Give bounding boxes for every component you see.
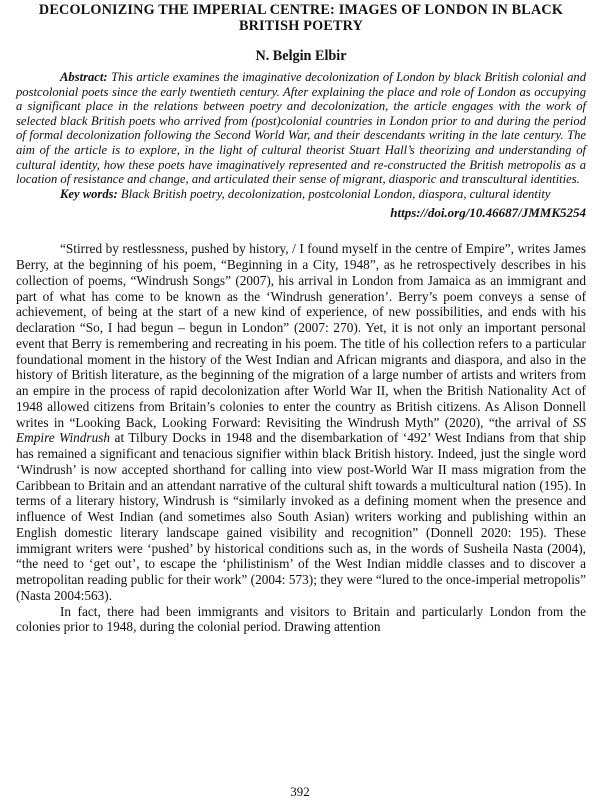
keywords-text: Black British poetry, decolonization, postcolonial London, diaspora, cultural identity <box>120 186 551 201</box>
page-number: 392 <box>290 784 310 799</box>
body-text: at Tilbury Docks in 1948 and the disembarkation of ‘492’ West Indians from that ship has remained a significant and tenacious signifier within black British history. Indeed, just the single word ‘Windrush’ is now accepted shorthand for calling into view post-World War II mass migration from the Caribbean to Britain and an attendant narrative of the cultural shift towards a multicultural nation (195). In terms of a literary history, Windrush is “similarly invoked as a defining moment when the presence and influence of West Indian (and sometimes also South Asian) writers working and publishing within an English domestic literary landscape gained visibility and recognition” (Donnell 2020: 195). These immigrant writers were ‘pushed’ by historical conditions such as, in the words of Susheila Nasta (2004), “the need to ‘get out’, to escape the ‘philistinism’ of the West Indian middle classes and to discover a metropolitan reading public for their work” (2004: 573); they were “lured to the once-imperial metropolis” (Nasta 2004:563). <box>16 430 586 603</box>
keywords-label: Key words: <box>60 186 118 201</box>
body-paragraph-1 <box>16 241 586 603</box>
keywords <box>16 187 586 202</box>
body-paragraph-2: In fact, there had been immigrants and visitors to Britain and particularly London from the colonies prior to 1948, during the colonial period. Drawing attention <box>16 603 586 635</box>
abstract-label: Abstract: <box>60 70 108 84</box>
abstract <box>16 70 586 187</box>
body-text: “Stirred by restlessness, pushed by history, / I found myself in the centre of Empire”, writes James Berry, at the beginning of his poem, “Beginning in a City, 1948”, as he retrospectively describes in his collection of poems, “Windrush Songs” (2007), his arrival in London from Jamaica as an immigrant and part of what has come to be known as the ‘Windrush generation’. Berry’s poem conveys a sense of achievement, of being at the start of a new kind of experience, of new possibilities, and ends with his declaration “So, I had begun – begun in London” (2007: 270). Yet, it is not only an important personal event that Berry is remembering and recreating in his poem. The title of his collection refers to a particular foundational moment in the history of the West Indian and African migrants and diaspora, and also in the history of British literature, as the beginning of the migration of a large number of artists and writers from an empire in the process of rapid decolonization after World War II, when the British Nationality Act of 1948 allowed citizens from Britain’s colonies to enter the country as British citizens. As Alison Donnell writes in “Looking Back, Looking Forward: Revisiting the Windrush Myth” (2020), “the arrival of <box>16 241 586 430</box>
abstract-text: This article examines the imaginative decolonization of London by black British colonial and postcolonial poets since the early twentieth century. After explaining the place and role of London as occupying a significant place in the relations between poetry and decolonization, the article engages with the work of selected black British poets who arrived from (post)colonial countries in London prior to and during the period of formal decolonization following the Second World War, and their descendants writing in the late century. The aim of the article is to explore, in the light of cultural theorist Stuart Hall’s theorizing and understanding of cultural identity, how these poets have imaginatively represented and re-constructed the British metropolis as a location of resistance and change, and articulated their sense of migrant, diasporic and transcultural identities. <box>16 70 586 187</box>
doi-link[interactable]: https://doi.org/10.46687/JMMK5254 <box>390 205 586 221</box>
author-name: N. Belgin Elbir <box>255 48 347 64</box>
ship-name: SS Empire Windrush <box>16 414 586 446</box>
article-title: DECOLONIZING THE IMPERIAL CENTRE: IMAGES OF LONDON IN BLACK BRITISH POETRY <box>38 2 564 34</box>
